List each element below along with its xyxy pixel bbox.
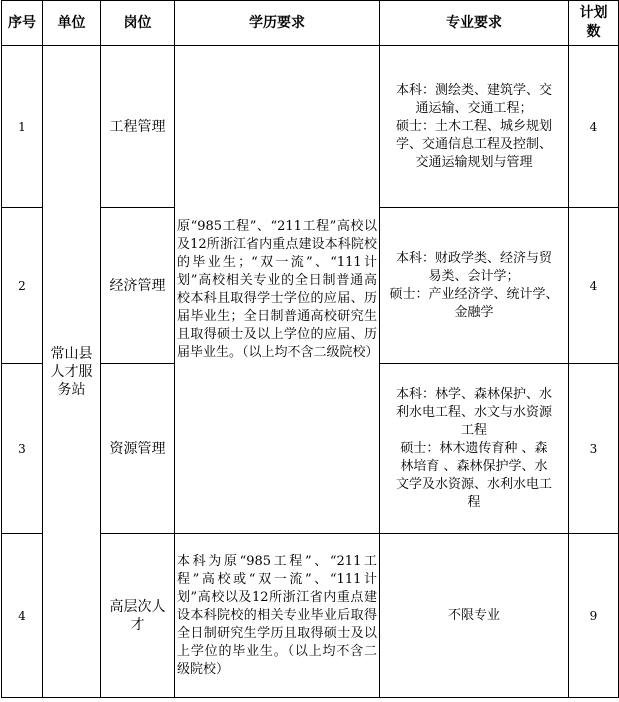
header-major: 专业要求 <box>380 1 569 46</box>
header-plan: 计划 数 <box>569 1 619 46</box>
row-major: 本科：测绘类、建筑学、交 通运输、交通工程； 硕士：土木工程、城乡规划 学、交通信息工程及控制、 交通运输规划与管理 <box>380 46 569 208</box>
row-seq: 2 <box>2 208 43 364</box>
row-major: 不限专业 <box>380 534 569 698</box>
header-row <box>2 1 619 46</box>
table-row <box>2 46 619 208</box>
row-position: 工程管理 <box>101 46 175 208</box>
row-seq: 3 <box>2 364 43 534</box>
row-position: 经济管理 <box>101 208 175 364</box>
education-shared: 原“985工程”、“211工程”高校以及12所浙江省内重点建设本科院校的毕业生；“双一流”、“111计划”高校相关专业的全日制普通高校本科且取得学士学位的应届、历届毕业生；全日制普通高校研究生且取得硕士及以上学位的应届、历届毕业生。（以上均不含二级院校） <box>175 46 380 534</box>
row-seq: 1 <box>2 46 43 208</box>
header-position: 岗位 <box>101 1 175 46</box>
header-unit: 单位 <box>43 1 101 46</box>
row-major: 本科：财政学类、经济与贸 易类、会计学； 硕士：产业经济学、统计学、 金融学 <box>380 208 569 364</box>
unit-cell: 常山县 人才服 务站 <box>43 46 101 698</box>
row-position: 高层次人 才 <box>101 534 175 698</box>
row-plan: 3 <box>569 364 619 534</box>
row-education: 本科为原“985工程”、“211工程”高校或“双一流”、“111计划”高校以及12所浙江省内重点建设本科院校的相关专业毕业后取得全日制研究生学历且取得硕士及以上学位的毕业生。（以上均不含二级院校） <box>175 534 380 698</box>
row-plan: 4 <box>569 46 619 208</box>
row-plan: 4 <box>569 208 619 364</box>
row-seq: 4 <box>2 534 43 698</box>
row-major: 本科：林学、森林保护、水 利水电工程、水文与水资源 工程 硕士：林木遗传育种 、森 林培育 、森林保护学、水 文学及水资源、水利水电工 程 <box>380 364 569 534</box>
row-plan: 9 <box>569 534 619 698</box>
header-seq: 序号 <box>2 1 43 46</box>
header-education: 学历要求 <box>175 1 380 46</box>
row-position: 资源管理 <box>101 364 175 534</box>
recruitment-table <box>1 0 619 698</box>
